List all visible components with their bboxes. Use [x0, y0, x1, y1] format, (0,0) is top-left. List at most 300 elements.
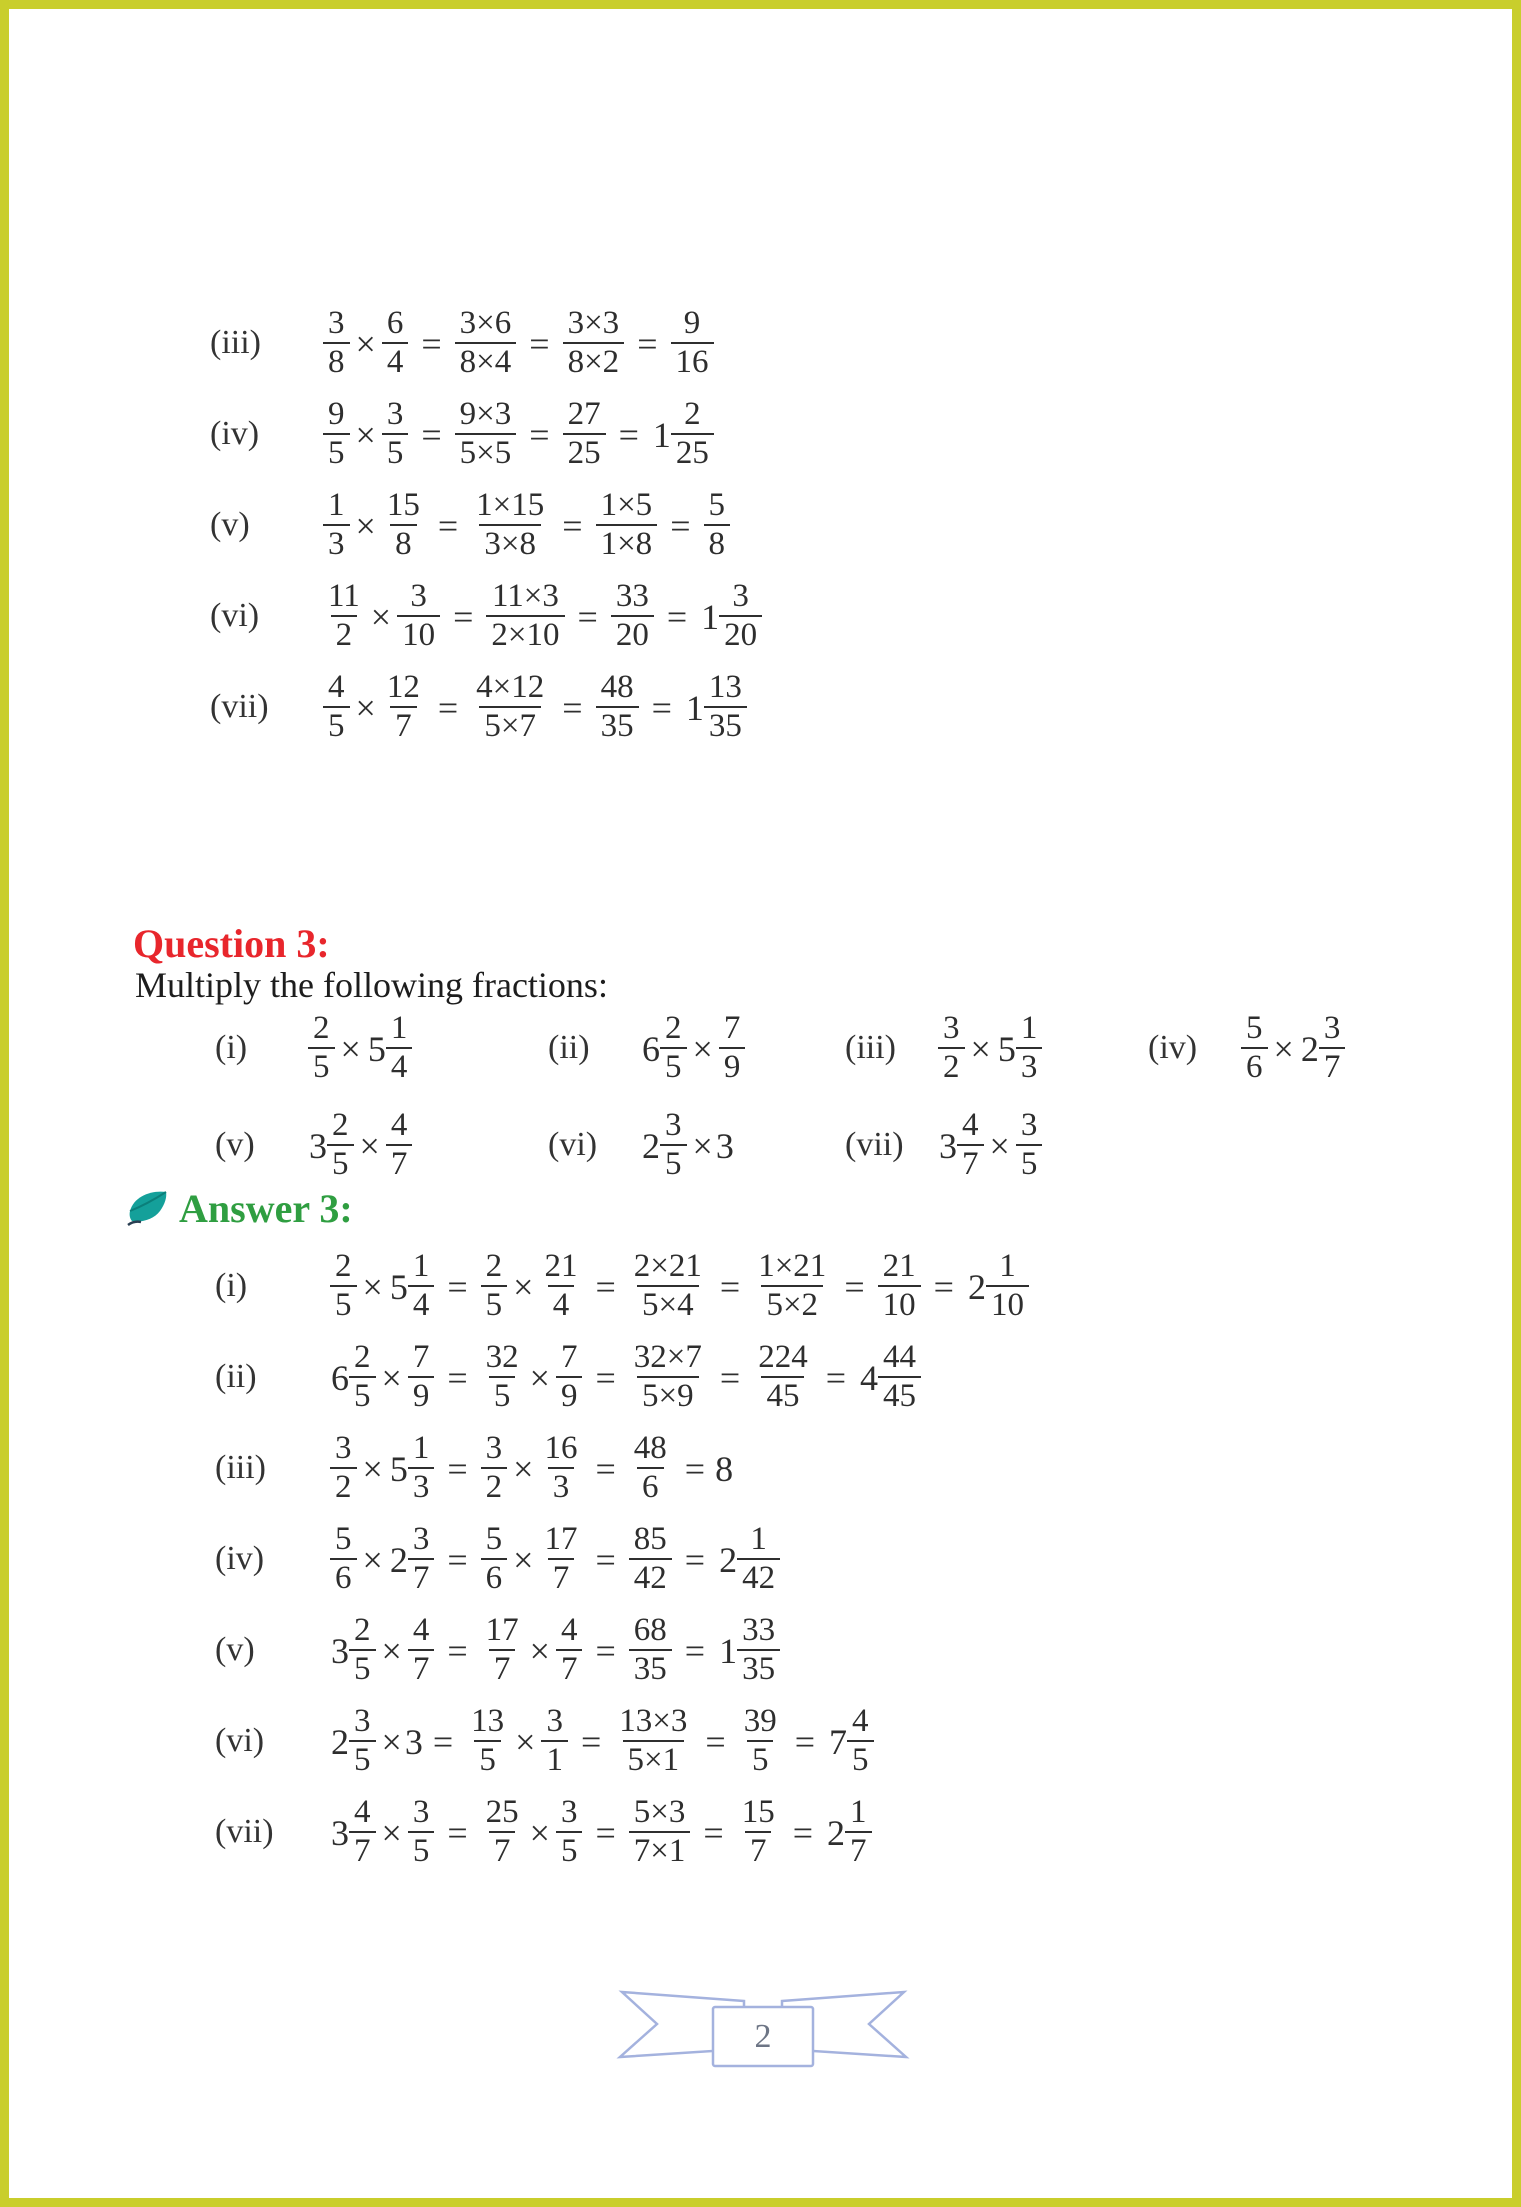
denominator: 7	[845, 1831, 872, 1870]
numerator: 25	[485, 1793, 519, 1830]
denominator: 5	[308, 1047, 335, 1086]
whole-number: 6	[331, 1357, 349, 1398]
numerator: 2	[485, 1247, 503, 1284]
equation	[327, 1703, 877, 1779]
denominator: 3	[1016, 1047, 1043, 1086]
equals-sign: =	[447, 1266, 468, 1307]
multiply-sign: ×	[692, 1029, 713, 1069]
item-label: (iii)	[210, 323, 261, 361]
math-row	[548, 1095, 734, 1195]
numerator: 12	[386, 668, 420, 705]
math-row	[215, 1786, 1032, 1877]
denominator: 6	[637, 1467, 664, 1506]
numerator: 3	[560, 1793, 578, 1830]
fraction	[704, 487, 731, 563]
denominator: 9	[719, 1047, 746, 1086]
equals-sign: =	[437, 687, 459, 728]
multiply-sign: ×	[381, 1812, 402, 1853]
math-row	[845, 1095, 1045, 1195]
denominator: 35	[629, 1649, 672, 1688]
denominator: 8	[390, 524, 417, 563]
math-row	[215, 1695, 1032, 1786]
equation	[327, 1430, 733, 1506]
equals-sign: =	[577, 596, 598, 637]
equation	[327, 1794, 875, 1870]
fraction	[563, 396, 606, 472]
denominator: 5	[660, 1047, 687, 1086]
fraction	[539, 1521, 582, 1597]
denominator: 5	[556, 1831, 583, 1870]
fraction	[408, 1430, 435, 1506]
equals-sign: =	[447, 1539, 468, 1580]
equals-sign: =	[421, 414, 442, 455]
fraction	[330, 1521, 357, 1597]
equals-sign: =	[595, 1630, 616, 1671]
equation	[638, 1107, 734, 1183]
numerator: 3	[386, 395, 404, 432]
equals-sign: =	[825, 1357, 846, 1398]
whole-number: 2	[389, 1539, 408, 1580]
math-row	[210, 297, 765, 388]
numerator: 1	[750, 1520, 767, 1557]
number: 3	[404, 1721, 423, 1762]
fraction	[629, 1430, 672, 1506]
numerator: 11	[328, 577, 360, 614]
equation	[305, 1107, 415, 1183]
numerator: 3	[412, 1793, 430, 1830]
ribbon-banner	[613, 1988, 913, 2073]
numerator: 3	[1020, 1107, 1038, 1144]
math-row	[215, 1422, 1032, 1513]
numerator: 48	[600, 668, 634, 705]
denominator: 3	[408, 1467, 435, 1506]
numerator: 15	[741, 1793, 775, 1830]
denominator: 9	[556, 1376, 583, 1415]
equals-sign: =	[666, 596, 688, 637]
fraction	[323, 669, 350, 745]
whole-number: 5	[389, 1448, 408, 1489]
item-label: (vii)	[845, 1126, 904, 1163]
numerator: 7	[412, 1338, 430, 1375]
numerator: 48	[633, 1429, 667, 1466]
multiply-sign: ×	[362, 1539, 383, 1580]
fraction	[986, 1248, 1029, 1324]
whole-number: 3	[331, 1630, 349, 1671]
numerator: 3	[1323, 1010, 1341, 1047]
denominator: 5	[349, 1649, 376, 1688]
denominator: 42	[629, 1558, 672, 1597]
equals-sign: =	[595, 1539, 616, 1580]
fraction	[408, 1248, 435, 1324]
multiply-sign: ×	[355, 505, 376, 546]
fraction	[382, 669, 425, 745]
multiply-sign: ×	[529, 1630, 550, 1671]
item-label: (iii)	[845, 1029, 896, 1066]
fraction	[563, 305, 625, 381]
fraction	[471, 669, 549, 745]
fraction	[455, 396, 517, 472]
math-row	[215, 1604, 1032, 1695]
numerator: 44	[883, 1338, 916, 1375]
numerator: 3×6	[459, 304, 512, 341]
denominator: 10	[986, 1285, 1029, 1324]
denominator: 5	[349, 1376, 376, 1415]
numerator: 15	[386, 486, 420, 523]
denominator: 5×1	[623, 1740, 685, 1779]
fraction	[466, 1703, 509, 1779]
numerator: 21	[882, 1247, 916, 1284]
equals-sign: =	[792, 1812, 813, 1853]
numerator: 1	[999, 1247, 1016, 1284]
numerator: 4	[354, 1793, 371, 1830]
equals-sign: =	[595, 1266, 616, 1307]
multiply-sign: ×	[359, 1126, 380, 1166]
fraction	[1016, 1010, 1043, 1086]
item-label: (iv)	[210, 414, 260, 452]
denominator: 2	[331, 615, 358, 654]
numerator: 9×3	[459, 395, 512, 432]
multiply-sign: ×	[692, 1126, 713, 1166]
denominator: 7	[1319, 1047, 1346, 1086]
fraction	[327, 1107, 354, 1183]
fraction	[408, 1794, 435, 1870]
denominator: 5	[349, 1740, 376, 1779]
numerator: 9	[328, 395, 345, 432]
equals-sign: =	[562, 505, 583, 546]
denominator: 5	[489, 1376, 516, 1415]
whole-number: 3	[939, 1126, 957, 1166]
fraction	[719, 578, 762, 654]
fraction	[845, 1794, 872, 1870]
item-label: (i)	[215, 1029, 248, 1066]
equation	[638, 1010, 748, 1086]
denominator: 42	[737, 1558, 780, 1597]
fraction	[481, 1612, 524, 1688]
denominator: 6	[1241, 1047, 1268, 1086]
numerator: 17	[485, 1611, 519, 1648]
numerator: 6	[386, 304, 404, 341]
item-label: (vi)	[210, 596, 260, 634]
equals-sign: =	[844, 1266, 865, 1307]
answer3-heading-group	[126, 1187, 353, 1231]
denominator: 10	[878, 1285, 921, 1324]
equals-sign: =	[447, 1630, 468, 1671]
equation	[327, 1248, 1032, 1324]
math-row	[548, 998, 748, 1098]
item-label: (iv)	[215, 1539, 265, 1577]
denominator: 2	[481, 1467, 508, 1506]
fraction	[719, 1010, 746, 1086]
equals-sign: =	[933, 1266, 954, 1307]
question3-items-row2	[9, 1095, 1512, 1195]
denominator: 8	[704, 524, 731, 563]
denominator: 5	[323, 433, 350, 472]
denominator: 7	[489, 1649, 516, 1688]
denominator: 7	[548, 1558, 575, 1597]
fraction	[611, 578, 654, 654]
equation	[327, 1339, 924, 1415]
fraction	[737, 1612, 780, 1688]
fraction	[481, 1521, 508, 1597]
equation	[327, 1612, 783, 1688]
numerator: 1×5	[600, 486, 653, 523]
math-row	[210, 479, 765, 570]
denominator: 20	[611, 615, 654, 654]
denominator: 25	[563, 433, 606, 472]
equation	[1238, 1010, 1348, 1086]
denominator: 4	[548, 1285, 575, 1324]
whole-number: 2	[967, 1266, 986, 1307]
item-label: (iii)	[215, 1448, 266, 1486]
math-row	[210, 570, 765, 661]
fraction	[408, 1339, 435, 1415]
numerator: 2	[313, 1010, 330, 1047]
denominator: 5	[327, 1144, 354, 1183]
numerator: 85	[633, 1520, 667, 1557]
equals-sign: =	[447, 1357, 468, 1398]
math-row	[210, 388, 765, 479]
equals-sign: =	[447, 1812, 468, 1853]
fraction	[629, 1521, 672, 1597]
item-label: (v)	[215, 1630, 255, 1668]
denominator: 16	[671, 342, 714, 381]
equals-sign: =	[684, 1630, 706, 1671]
item-label: (v)	[215, 1126, 255, 1163]
equals-sign: =	[719, 1357, 741, 1398]
numerator: 3	[485, 1429, 503, 1466]
fraction	[556, 1339, 583, 1415]
denominator: 5	[1016, 1144, 1043, 1183]
equation	[320, 396, 717, 472]
numerator: 1	[328, 486, 345, 523]
fraction	[737, 1521, 780, 1597]
fraction	[455, 305, 517, 381]
numerator: 2	[332, 1107, 349, 1144]
denominator: 10	[397, 615, 440, 654]
numerator: 1	[412, 1429, 430, 1466]
item-label: (vii)	[210, 687, 269, 725]
multiply-sign: ×	[1273, 1029, 1294, 1069]
denominator: 20	[719, 615, 762, 654]
fraction	[481, 1248, 508, 1324]
denominator: 5×4	[637, 1285, 699, 1324]
denominator: 1×8	[596, 524, 658, 563]
numerator: 224	[758, 1338, 808, 1375]
numerator: 2	[684, 395, 701, 432]
numerator: 39	[743, 1702, 777, 1739]
equation	[327, 1521, 783, 1597]
item-label: (ii)	[548, 1029, 590, 1066]
denominator: 3	[323, 524, 350, 563]
numerator: 1	[850, 1793, 867, 1830]
numerator: 2×21	[633, 1247, 702, 1284]
numerator: 5	[335, 1520, 352, 1557]
denominator: 7	[386, 1144, 413, 1183]
question3-heading: Question 3:	[133, 921, 330, 966]
fraction	[386, 1010, 413, 1086]
denominator: 5×9	[637, 1376, 699, 1415]
fraction	[614, 1703, 692, 1779]
denominator: 7	[556, 1649, 583, 1688]
denominator: 7	[349, 1831, 376, 1870]
fraction	[660, 1107, 687, 1183]
fraction	[556, 1794, 583, 1870]
numerator: 3	[943, 1010, 960, 1047]
multiply-sign: ×	[355, 323, 376, 364]
numerator: 21	[544, 1247, 578, 1284]
fraction	[878, 1339, 921, 1415]
math-row	[1148, 998, 1348, 1098]
fraction	[704, 669, 747, 745]
math-row	[215, 1240, 1032, 1331]
equals-sign: =	[432, 1721, 454, 1762]
denominator: 5	[330, 1285, 357, 1324]
fraction	[349, 1794, 376, 1870]
denominator: 3	[548, 1467, 575, 1506]
whole-number: 3	[309, 1126, 327, 1166]
math-row	[210, 661, 765, 752]
numerator: 3	[665, 1107, 682, 1144]
denominator: 35	[596, 706, 639, 745]
numerator: 13	[708, 668, 742, 705]
answer2-continued-section	[210, 297, 765, 752]
whole-number: 5	[367, 1029, 386, 1069]
whole-number: 6	[642, 1029, 660, 1069]
fraction	[382, 305, 409, 381]
denominator: 5	[323, 706, 350, 745]
denominator: 7	[390, 706, 417, 745]
fraction	[739, 1703, 782, 1779]
fraction	[629, 1794, 691, 1870]
item-label: (ii)	[215, 1357, 257, 1395]
fraction	[481, 1794, 524, 1870]
fraction	[957, 1107, 984, 1183]
equals-sign: =	[684, 1448, 706, 1489]
numerator: 32×7	[633, 1338, 702, 1375]
equals-sign: =	[595, 1812, 616, 1853]
math-row	[845, 998, 1045, 1098]
whole-number: 7	[829, 1721, 847, 1762]
denominator: 6	[330, 1558, 357, 1597]
fraction	[629, 1248, 707, 1324]
fraction	[330, 1248, 357, 1324]
numerator: 3	[335, 1429, 352, 1466]
item-label: (vii)	[215, 1812, 274, 1850]
numerator: 27	[567, 395, 601, 432]
fraction	[349, 1612, 376, 1688]
equation	[935, 1010, 1045, 1086]
denominator: 7×1	[629, 1831, 691, 1870]
fraction	[539, 1430, 582, 1506]
fraction	[397, 578, 440, 654]
fraction	[847, 1703, 874, 1779]
fraction	[1319, 1010, 1346, 1086]
numerator: 11×3	[492, 577, 559, 614]
item-label: (iv)	[1148, 1029, 1198, 1066]
numerator: 2	[354, 1611, 371, 1648]
multiply-sign: ×	[370, 596, 392, 637]
number: 8	[715, 1448, 734, 1489]
whole-number: 2	[1300, 1029, 1319, 1069]
number: 3	[715, 1126, 734, 1166]
numerator: 1	[390, 1010, 408, 1047]
multiply-sign: ×	[529, 1812, 550, 1853]
numerator: 3	[412, 1520, 430, 1557]
fraction	[323, 487, 350, 563]
denominator: 5	[382, 433, 409, 472]
numerator: 33	[742, 1611, 776, 1648]
numerator: 3	[328, 304, 345, 341]
fraction	[671, 305, 714, 381]
numerator: 4	[852, 1702, 869, 1739]
fraction	[671, 396, 714, 472]
denominator: 9	[408, 1376, 435, 1415]
whole-number: 3	[331, 1812, 349, 1853]
denominator: 5	[660, 1144, 687, 1183]
fraction	[737, 1794, 780, 1870]
question3-prompt: Multiply the following fractions:	[135, 965, 608, 1005]
multiply-sign: ×	[513, 1266, 534, 1307]
whole-number: 2	[642, 1126, 660, 1166]
multiply-sign: ×	[362, 1266, 383, 1307]
equals-sign: =	[453, 596, 474, 637]
numerator: 3×3	[567, 304, 620, 341]
denominator: 45	[761, 1376, 804, 1415]
denominator: 45	[878, 1376, 921, 1415]
item-label: (i)	[215, 1266, 248, 1304]
fraction	[349, 1703, 376, 1779]
fraction	[330, 1430, 357, 1506]
numerator: 4	[412, 1611, 430, 1648]
multiply-sign: ×	[989, 1126, 1010, 1166]
denominator: 35	[737, 1649, 780, 1688]
denominator: 5	[747, 1740, 774, 1779]
numerator: 3	[354, 1702, 371, 1739]
fraction	[629, 1339, 707, 1415]
whole-number: 2	[827, 1812, 845, 1853]
multiply-sign: ×	[381, 1630, 402, 1671]
multiply-sign: ×	[381, 1721, 402, 1762]
fraction	[382, 487, 425, 563]
fraction	[660, 1010, 687, 1086]
fraction	[539, 1248, 582, 1324]
fraction	[308, 1010, 335, 1086]
multiply-sign: ×	[381, 1357, 402, 1398]
denominator: 7	[745, 1831, 772, 1870]
equals-sign: =	[562, 687, 583, 728]
numerator: 5	[708, 486, 725, 523]
leaf-icon	[126, 1189, 170, 1229]
numerator: 4	[560, 1611, 578, 1648]
fraction	[556, 1612, 583, 1688]
equals-sign: =	[794, 1721, 815, 1762]
math-row	[215, 1513, 1032, 1604]
numerator: 4	[390, 1107, 408, 1144]
denominator: 8	[323, 342, 350, 381]
numerator: 17	[544, 1520, 578, 1557]
denominator: 7	[408, 1558, 435, 1597]
numerator: 7	[723, 1010, 741, 1047]
numerator: 1	[1020, 1010, 1038, 1047]
numerator: 16	[544, 1429, 578, 1466]
equation	[320, 487, 733, 563]
fraction	[629, 1612, 672, 1688]
denominator: 4	[408, 1285, 435, 1324]
item-label: (v)	[210, 505, 250, 543]
fraction	[481, 1339, 524, 1415]
fraction	[596, 669, 639, 745]
fraction	[541, 1703, 568, 1779]
